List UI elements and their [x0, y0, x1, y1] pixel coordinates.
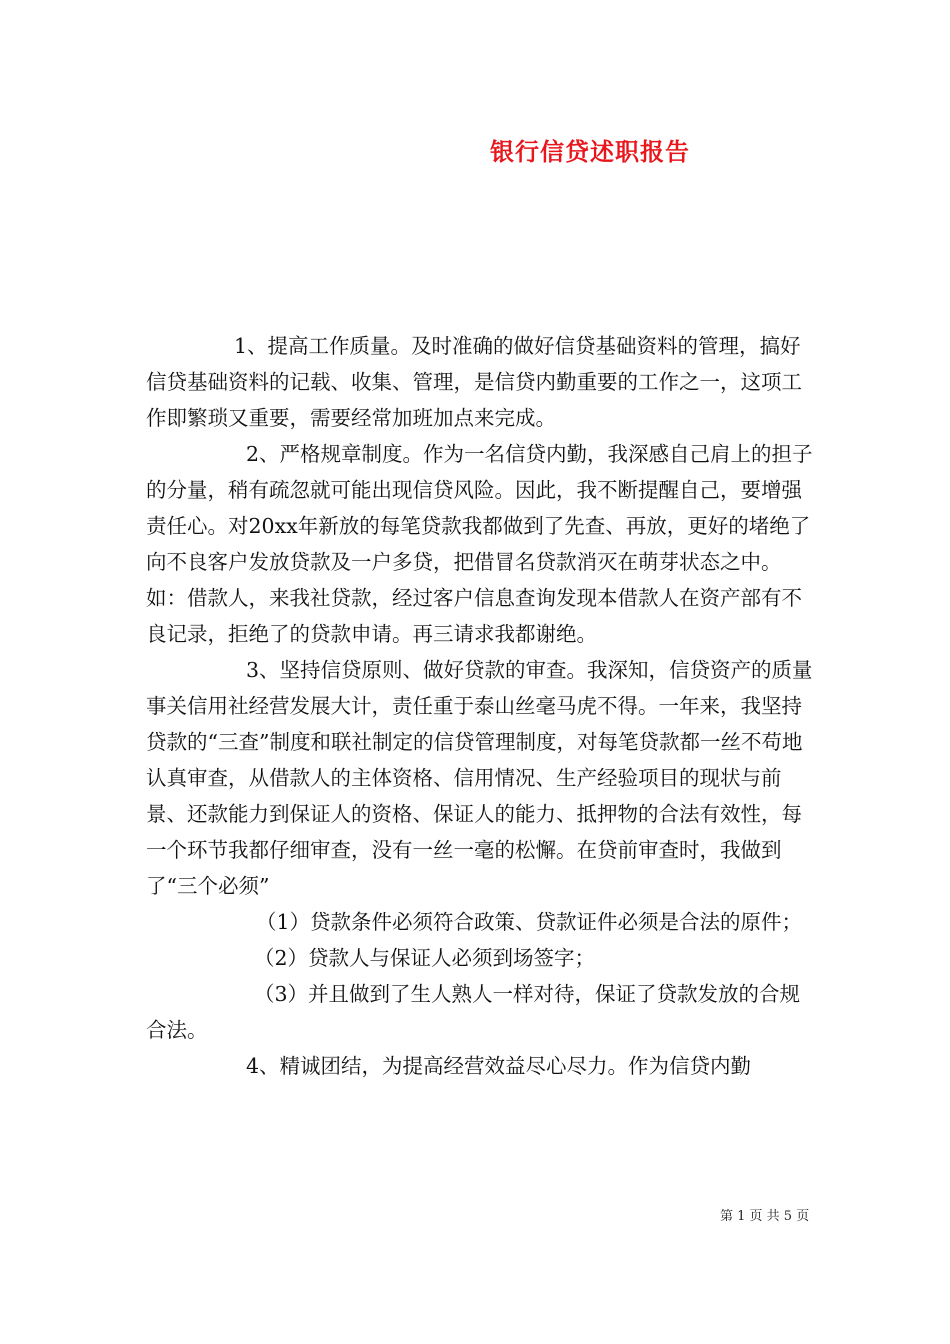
paragraph-item-2: （2）贷款人与保证人必须到场签字； — [254, 946, 596, 970]
paragraph-unity: 4、精诚团结，为提高经营效益尽心尽力。作为信贷内勤 — [246, 1054, 752, 1078]
page-title: 银行信贷述职报告 — [490, 137, 690, 166]
paragraph-item-1: （1）贷款条件必须符合政策、贷款证件必须是合法的原件； — [256, 910, 803, 934]
paragraph-review: 3、坚持信贷原则、做好贷款的审查。我深知，信贷资产的质量事关信用社经营发展大计，责任重于泰山丝毫马虎不得。一年来，我坚持贷款的“三查”制度和联社制定的信贷管理制度，对每笔贷款都一丝不苟地认真审查，从借款人的主体资格、信用情况、生产经验项目的现状与前景、还款能力到保证人的资格、保证人的能力、抵押物的合法有效性，每一个环节我都仔细审查，没有一丝一毫的松懈。在贷前审查时，我做到了“三个必须” — [146, 658, 813, 898]
paragraph-item-3: （3）并且做到了生人熟人一样对待，保证了贷款发放的合规合法。 — [146, 982, 801, 1042]
paragraph-rules: 2、严格规章制度。作为一名信贷内勤，我深感自己肩上的担子的分量，稍有疏忽就可能出现信贷风险。因此，我不断提醒自己，要增强责任心。对20xx年新放的每笔贷款我都做到了先查、再放，更好的堵绝了向不良客户发放贷款及一户多贷，把借冒名贷款消灭在萌芽状态之中。如：借款人，来我社贷款，经过客户信息查询发现本借款人在资产部有不良记录，拒绝了的贷款申请。再三请求我都谢绝。 — [146, 442, 813, 646]
page-number: 第 1 页 共 5 页 — [720, 1209, 810, 1224]
report-body — [146, 328, 814, 1084]
paragraph-quality: 1、提高工作质量。及时准确的做好信贷基础资料的管理，搞好信贷基础资料的记载、收集、管理，是信贷内勤重要的工作之一，这项工作即繁琐又重要，需要经常加班加点来完成。 — [146, 334, 802, 430]
